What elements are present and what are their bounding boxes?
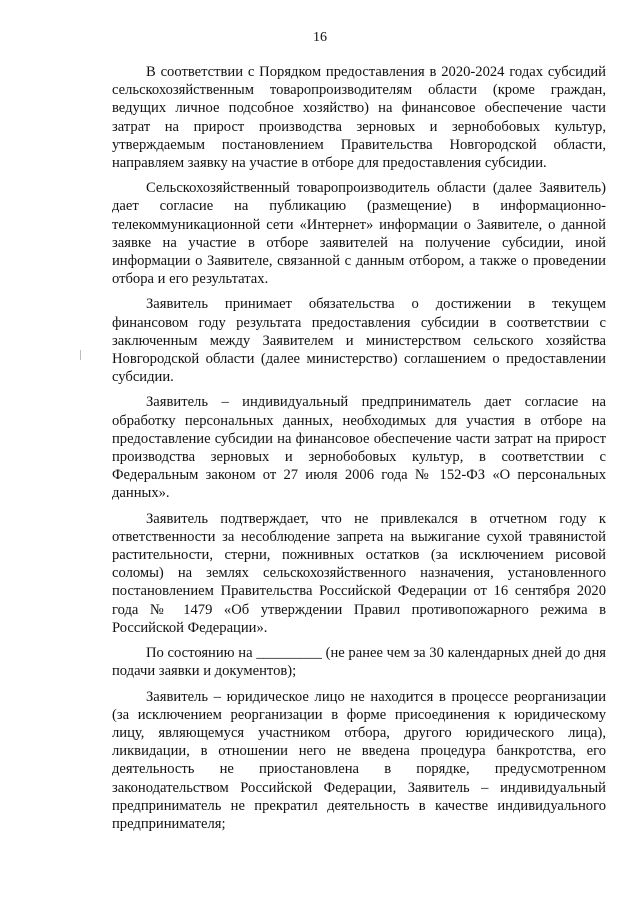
paragraph-application-intro: В соответствии с Порядком предоставления в 2020-2024 годах субсидий сельскохозяйственным товаропроизводителям области (кроме граждан, ведущих личное подсобное хозяйство) на финансовое обеспечение части затрат на прирост производства зерновых и зернобобовых культур, утверждаемым постановлением Правительства Новгородской области, направляем заявку на участие в отборе для предоставления субсидии. — [112, 64, 606, 172]
page-number: 16 — [313, 30, 327, 45]
paragraph-obligations: Заявитель принимает обязательства о достижении в текущем финансовом году результата предоставления субсидии в соответствии с заключенным между Заявителем и министерством сельского хозяйства Новгородской области (далее министерство) соглашением о предоставлении субсидии. — [112, 296, 606, 386]
document-body — [112, 63, 606, 833]
paragraph-fire-safety-confirmation: Заявитель подтверждает, что не привлекался в отчетном году к ответственности за несоблюдение запрета на выжигание сухой травянистой растительности, стерни, пожнивных остатков (за исключением рисовой соломы) на землях сельскохозяйственного назначения, установленного постановлением Правительства Российской Федерации от 16 сентября 2020 года № 1479 «Об утверждении Правил противопожарного режима в Российской Федерации». — [112, 510, 606, 636]
paragraph-personal-data-consent: Заявитель – индивидуальный предприниматель дает согласие на обработку персональных данных, необходимых для участия в отборе на предоставление субсидии на финансовое обеспечение части затрат на прирост производства зерновых и зернобобовых культур, в соответствии с Федеральным законом от 27 июля 2006 года № 152-ФЗ «О персональных данных». — [112, 394, 606, 502]
paragraph-status-date: По состоянию на _________ (не ранее чем за 30 календарных дней до дня подачи заявки и документов); — [112, 645, 606, 680]
paragraph-legal-status: Заявитель – юридическое лицо не находится в процессе реорганизации (за исключением реорганизации в форме присоединения к юридическому лицу, являющемуся участником отбора, другого юридического лица), ликвидации, в отношении него не введена процедура банкротства, его деятельность не приостановлена в порядке, предусмотренном законодательством Российской Федерации, Заявитель – индивидуальный предприниматель не прекратил деятельность в качестве индивидуального предпринимателя; — [112, 688, 606, 832]
margin-mark — [80, 350, 81, 360]
paragraph-publication-consent: Сельскохозяйственный товаропроизводитель области (далее Заявитель) дает согласие на публикацию (размещение) в информационно-телекоммуникационной сети «Интернет» информации о Заявителе, о данной заявке на участие в отборе заявителей на получение субсидии, иной информации о Заявителе, связанной с данным отбором, а также о проведении отбора и его результатах. — [112, 180, 606, 288]
